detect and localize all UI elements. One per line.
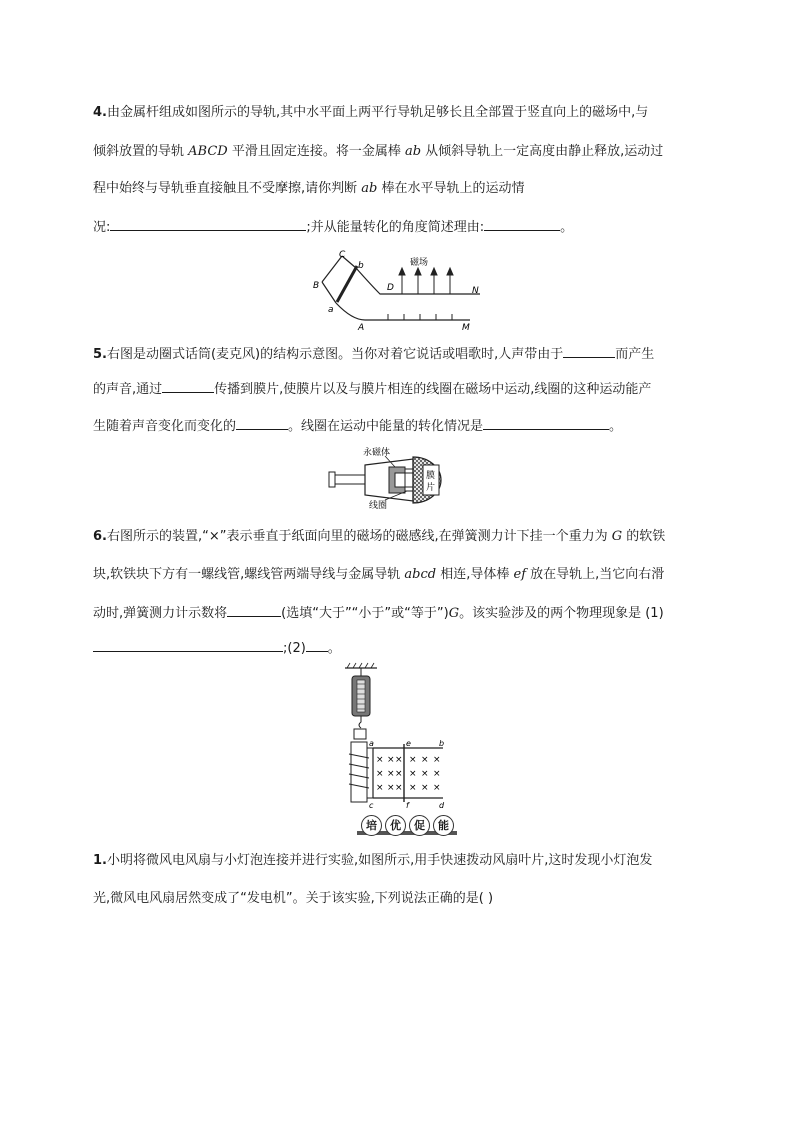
q6-text-4a: ;(2) bbox=[283, 641, 306, 656]
svg-text:×: × bbox=[387, 783, 395, 793]
q6-apparatus-figure bbox=[335, 662, 455, 810]
svg-text:×: × bbox=[387, 769, 395, 779]
q4-line-1 bbox=[93, 105, 648, 121]
q4-text-3b: 棒在水平导轨上的运动情 bbox=[377, 181, 525, 196]
q4-text-4b: ;并从能量转化的角度简述理由: bbox=[306, 220, 485, 235]
q4-rail-figure bbox=[310, 248, 490, 333]
label-a: a bbox=[369, 739, 374, 748]
q6-text-3c: 。该实验涉及的两个物理现象是 (1) bbox=[459, 606, 664, 621]
label-M: M bbox=[462, 323, 470, 333]
q6-line-3 bbox=[93, 604, 664, 622]
q5-text-1a: 右图是动圈式话筒(麦克风)的结构示意图。当你对着它说话或唱歌时,人声带由于 bbox=[106, 347, 564, 362]
q6-text-2b: 相连,导体棒 bbox=[436, 567, 514, 582]
q4-answer-blank-2[interactable] bbox=[484, 218, 560, 231]
q5-answer-blank-2[interactable] bbox=[162, 380, 214, 393]
svg-text:×: × bbox=[409, 755, 417, 765]
label-D: D bbox=[387, 283, 394, 293]
q4-answer-blank-1[interactable] bbox=[110, 218, 306, 231]
q6-var-ef: ef bbox=[513, 567, 527, 582]
ceiling-hatch bbox=[347, 663, 374, 668]
q6-text-4b: 。 bbox=[327, 641, 341, 656]
svg-text:×: × bbox=[395, 783, 403, 793]
q4-line-2 bbox=[93, 144, 663, 160]
svg-text:×: × bbox=[395, 755, 403, 765]
label-b: b bbox=[358, 261, 364, 271]
svg-text:×: × bbox=[395, 769, 403, 779]
q6-answer-blank-2[interactable] bbox=[93, 639, 283, 652]
magnetic-field-crosses bbox=[376, 755, 441, 793]
section-char-1: 培 bbox=[361, 815, 382, 836]
q6-var-abcd: abcd bbox=[404, 567, 437, 582]
svg-text:×: × bbox=[409, 769, 417, 779]
q6-text-1a: 右图所示的装置,“×”表示垂直于纸面向里的磁场的磁感线,在弹簧测力计下挂一个重力为 bbox=[106, 529, 612, 544]
q4-text-2a: 倾斜放置的导轨 bbox=[93, 144, 189, 159]
q6-line-2 bbox=[93, 567, 664, 583]
q4-number: 4. bbox=[93, 105, 107, 120]
q5-text-3b: 。线圈在运动中能量的转化情况是 bbox=[288, 419, 484, 434]
svg-text:×: × bbox=[421, 769, 429, 779]
label-e: e bbox=[406, 739, 411, 748]
svg-text:×: × bbox=[376, 755, 384, 765]
p1-text-1: 小明将微风电风扇与小灯泡连接并进行实验,如图所示,用手快速拨动风扇叶片,这时发现小灯泡发 bbox=[106, 853, 653, 868]
svg-text:×: × bbox=[376, 783, 384, 793]
magnetic-field-label: 磁场 bbox=[410, 258, 429, 268]
label-a: a bbox=[328, 305, 334, 315]
section-title-chars bbox=[361, 815, 454, 836]
q4-text-1: 由金属杆组成如图所示的导轨,其中水平面上两平行导轨足够长且全部置于竖直向上的磁场中,与 bbox=[106, 105, 649, 120]
p1-line-2 bbox=[93, 891, 493, 907]
q6-text-2c: 放在导轨上,当它向右滑 bbox=[526, 567, 665, 582]
section-char-4: 能 bbox=[433, 815, 454, 836]
svg-text:×: × bbox=[376, 769, 384, 779]
q4-text-2b: 平滑且固定连接。将一金属棒 bbox=[227, 144, 405, 159]
q5-line-1 bbox=[93, 345, 654, 363]
q6-answer-blank-1[interactable] bbox=[227, 604, 281, 617]
lower-rail-ticks bbox=[388, 314, 452, 320]
label-c: c bbox=[369, 801, 374, 810]
q5-answer-blank-3[interactable] bbox=[236, 417, 288, 430]
label-N: N bbox=[472, 286, 479, 296]
label-b: b bbox=[439, 739, 445, 748]
q4-var-abcd: ABCD bbox=[188, 144, 228, 159]
p1-text-2: 光,微风电风扇居然变成了“发电机”。关于该实验,下列说法正确的是( ) bbox=[93, 891, 494, 906]
q5-text-3a: 生随着声音变化而变化的 bbox=[93, 419, 237, 434]
q5-number: 5. bbox=[93, 347, 107, 362]
label-A: A bbox=[358, 323, 365, 333]
label-f: f bbox=[406, 801, 409, 810]
label-C: C bbox=[339, 250, 346, 260]
magnet-label: 永磁体 bbox=[363, 448, 391, 458]
section-title-banner bbox=[357, 815, 457, 837]
q6-text-3b: (选填“大于”“小于”或“等于”) bbox=[281, 606, 449, 621]
q4-text-4c: 。 bbox=[560, 220, 574, 235]
q4-text-2c: 从倾斜导轨上一定高度由静止释放,运动过 bbox=[421, 144, 664, 159]
svg-text:×: × bbox=[433, 783, 441, 793]
q6-text-2a: 块,软铁块下方有一螺线管,螺线管两端导线与金属导轨 bbox=[93, 567, 405, 582]
q5-line-2 bbox=[93, 380, 651, 398]
q6-line-1 bbox=[93, 529, 665, 545]
q4-line-4 bbox=[93, 218, 573, 236]
label-d: d bbox=[439, 801, 445, 810]
p1-number: 1. bbox=[93, 853, 107, 868]
svg-text:×: × bbox=[409, 783, 417, 793]
section-char-3: 促 bbox=[409, 815, 430, 836]
diaphragm-label-1: 膜 bbox=[426, 471, 436, 481]
label-B: B bbox=[313, 281, 320, 291]
q4-var-ab: ab bbox=[404, 144, 422, 159]
magnetic-field-arrows bbox=[399, 268, 453, 294]
rail-lower bbox=[336, 303, 470, 320]
q6-answer-blank-3[interactable] bbox=[306, 639, 328, 652]
q4-text-3a: 程中始终与导轨垂直接触且不受摩擦,请你判断 bbox=[93, 181, 362, 196]
q6-var-G-2: G bbox=[448, 606, 460, 621]
p1-line-1 bbox=[93, 853, 652, 869]
q5-answer-blank-4[interactable] bbox=[483, 417, 609, 430]
metal-rod-ab bbox=[337, 266, 357, 302]
q6-line-4 bbox=[93, 639, 341, 657]
svg-text:×: × bbox=[433, 769, 441, 779]
magnet-core bbox=[395, 473, 405, 487]
q6-number: 6. bbox=[93, 529, 107, 544]
q6-var-G: G bbox=[611, 529, 623, 544]
scale-hook bbox=[359, 716, 361, 728]
section-char-2: 优 bbox=[385, 815, 406, 836]
spring-scale-window bbox=[357, 680, 365, 712]
q4-line-3 bbox=[93, 181, 524, 197]
coil-label: 线圈 bbox=[369, 501, 388, 510]
q6-text-3a: 动时,弹簧测力计示数将 bbox=[93, 606, 228, 621]
svg-text:×: × bbox=[421, 783, 429, 793]
q5-text-2a: 的声音,通过 bbox=[93, 382, 163, 397]
q5-text-2b: 传播到膜片,使膜片以及与膜片相连的线圈在磁场中运动,线圈的这种运动能产 bbox=[214, 382, 652, 397]
q5-text-1b: 而产生 bbox=[615, 347, 655, 362]
svg-text:×: × bbox=[387, 755, 395, 765]
q5-answer-blank-1[interactable] bbox=[563, 345, 615, 358]
rail-Ba bbox=[322, 282, 336, 303]
q4-var-ab-2: ab bbox=[361, 181, 378, 196]
svg-text:×: × bbox=[421, 755, 429, 765]
q4-text-4a: 况: bbox=[93, 220, 111, 235]
soft-iron-block bbox=[354, 729, 366, 739]
svg-text:×: × bbox=[433, 755, 441, 765]
plug bbox=[329, 472, 335, 487]
solenoid bbox=[351, 742, 367, 802]
diaphragm-label-2: 片 bbox=[426, 483, 436, 493]
q5-text-3c: 。 bbox=[609, 419, 623, 434]
q6-text-1b: 的软铁 bbox=[622, 529, 666, 544]
q5-line-3 bbox=[93, 417, 622, 435]
q5-microphone-figure bbox=[325, 445, 465, 510]
